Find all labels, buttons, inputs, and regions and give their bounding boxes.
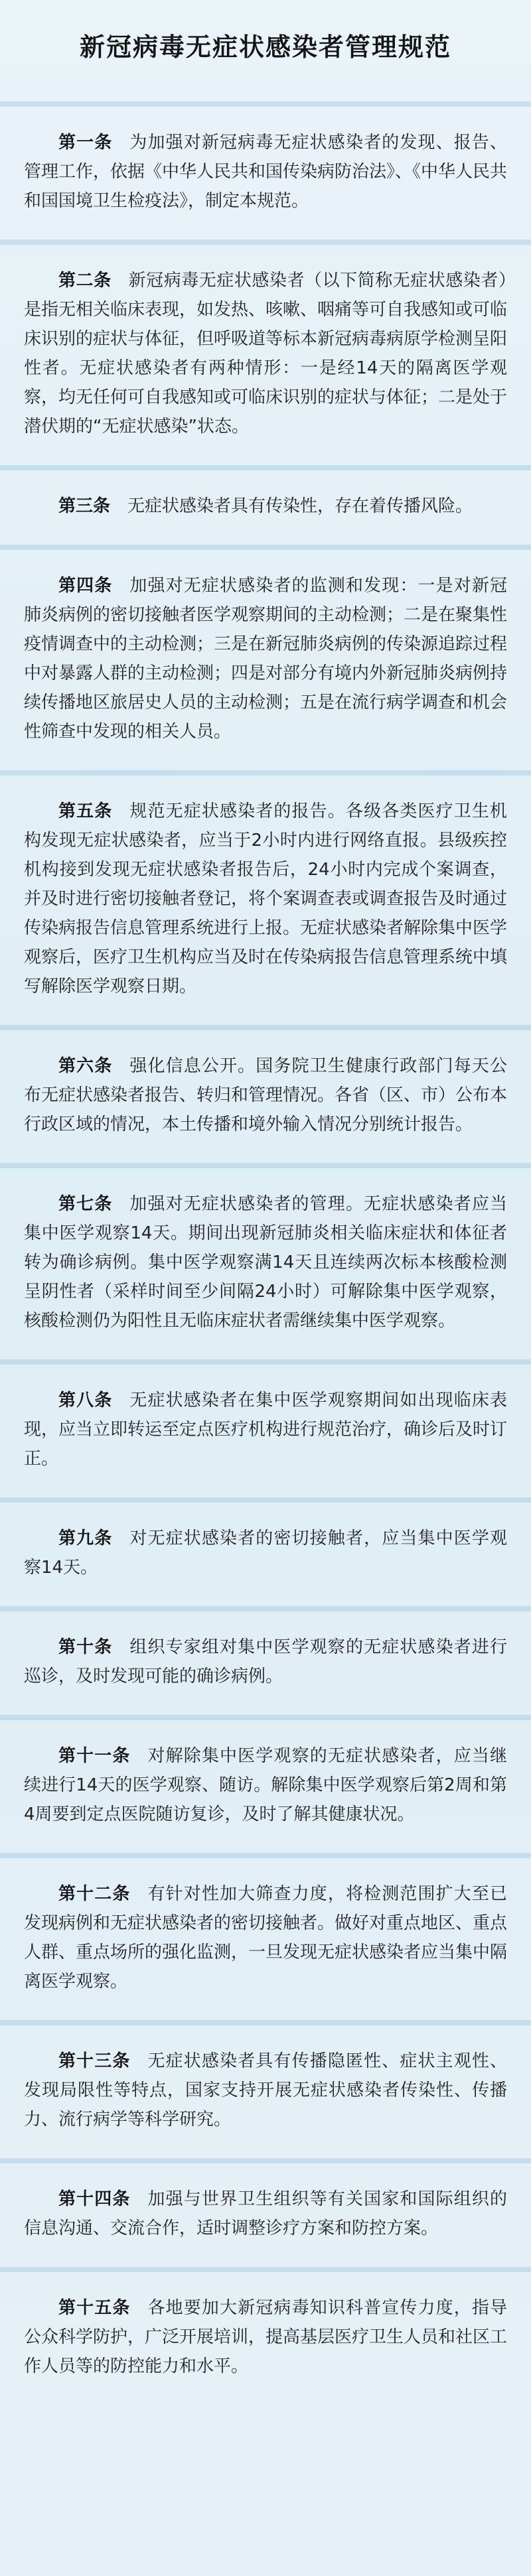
article-text: 加强与世界卫生组织等有关国家和国际组织的信息沟通、交流合作，适时调整诊疗方案和防控方案。 (24, 2189, 507, 2238)
article-number: 第十条 (58, 1637, 113, 1657)
articles-list (0, 102, 531, 2405)
section-divider (0, 239, 531, 245)
article-text: 对无症状感染者的密切接触者，应当集中医学观察14天。 (24, 1528, 507, 1578)
article-text: 新冠病毒无症状感染者（以下简称无症状感染者）是指无相关临床表现，如发热、咳嗽、咽痛等可自我感知或可临床识别的症状与体征，但呼吸道等标本新冠病毒病原学检测呈阳性者。无症状感染者有两种情形：一是经14天的隔离医学观察，均无任何可自我感知或可临床识别的症状与体征；二是处于潜伏期的“无症状感染”状态。 (24, 271, 508, 437)
section-divider (0, 1853, 531, 1858)
article-number: 第七条 (58, 1194, 113, 1214)
article-paragraph (0, 1720, 531, 1853)
section-divider (0, 465, 531, 470)
article-text: 对解除集中医学观察的无症状感染者，应当继续进行14天的医学观察、随访。解除集中医学观察后第2周和第4周要到定点医院随访复诊，及时了解其健康状况。 (24, 1746, 507, 1824)
article-paragraph (0, 245, 531, 465)
section-divider (0, 102, 531, 107)
section-divider (0, 1606, 531, 1611)
article-paragraph (0, 1858, 531, 2020)
article-paragraph (0, 1030, 531, 1163)
article-number: 第十四条 (58, 2189, 131, 2209)
section-divider (0, 2020, 531, 2025)
article-text: 加强对无症状感染者的管理。无症状感染者应当集中医学观察14天。期间出现新冠肺炎相关临床症状和体征者转为确诊病例。集中医学观察满14天且连续两次标本核酸检测呈阴性者（采样时间至少间隔24小时）可解除集中医学观察，核酸检测仍为阳性且无临床症状者需继续集中医学观察。 (24, 1194, 507, 1331)
article-number: 第六条 (58, 1056, 113, 1076)
article-paragraph (0, 2025, 531, 2158)
article-text: 规范无症状感染者的报告。各级各类医疗卫生机构发现无症状感染者，应当于2小时内进行网络直报。县级疾控机构接到发现无症状感染者报告后，24小时内完成个案调查，并及时进行密切接触者登记，将个案调查表或调查报告及时通过传染病报告信息管理系统进行上报。无症状感染者解除集中医学观察后，医疗卫生机构应当及时在传染病报告信息管理系统中填写解除医学观察日期。 (24, 801, 508, 996)
article-paragraph (0, 776, 531, 1025)
section-divider (0, 1359, 531, 1365)
article-paragraph (0, 1365, 531, 1497)
article-paragraph (0, 1503, 531, 1606)
article-number: 第一条 (58, 133, 113, 153)
article-text: 有针对性加大筛查力度，将检测范围扩大至已发现病例和无症状感染者的密切接触者。做好对重点地区、重点人群、重点场所的强化监测，一旦发现无症状感染者应当集中隔离医学观察。 (24, 1884, 508, 1992)
article-paragraph (0, 470, 531, 545)
article-text: 无症状感染者具有传染性，存在着传播风险。 (127, 496, 473, 516)
section-divider (0, 2158, 531, 2163)
article-number: 第二条 (58, 271, 112, 291)
section-divider (0, 1025, 531, 1030)
section-divider (0, 1163, 531, 1168)
section-divider (0, 1497, 531, 1503)
article-paragraph (0, 1611, 531, 1715)
article-paragraph (0, 2272, 531, 2405)
article-number: 第八条 (58, 1390, 113, 1410)
article-paragraph (0, 550, 531, 770)
article-paragraph (0, 1168, 531, 1359)
article-text: 无症状感染者具有传播隐匿性、症状主观性、发现局限性等特点，国家支持开展无症状感染者传染性、传播力、流行病学等科学研究。 (24, 2051, 507, 2130)
article-number: 第十五条 (58, 2298, 131, 2318)
article-text: 为加强对新冠病毒无症状感染者的发现、报告、管理工作，依据《中华人民共和国传染病防治法》、《中华人民共和国国境卫生检疫法》，制定本规范。 (24, 133, 508, 211)
article-number: 第九条 (58, 1528, 113, 1548)
article-paragraph (0, 107, 531, 239)
article-text: 各地要加大新冠病毒知识科普宣传力度，指导公众科学防护，广泛开展培训，提高基层医疗卫生人员和社区工作人员等的防控能力和水平。 (24, 2298, 508, 2376)
article-text: 强化信息公开。国务院卫生健康行政部门每天公布无症状感染者报告、转归和管理情况。各省（区、市）公布本行政区域的情况，本土传播和境外输入情况分别统计报告。 (24, 1056, 508, 1134)
article-number: 第十二条 (58, 1884, 131, 1904)
page-title: 新冠病毒无症状感染者管理规范 (79, 33, 451, 62)
article-number: 第五条 (58, 801, 113, 821)
article-number: 第十一条 (58, 1746, 131, 1766)
section-divider (0, 770, 531, 776)
article-text: 组织专家组对集中医学观察的无症状感染者进行巡诊，及时发现可能的确诊病例。 (24, 1637, 507, 1686)
article-text: 无症状感染者在集中医学观察期间如出现临床表现，应当立即转运至定点医疗机构进行规范治疗，确诊后及时订正。 (24, 1390, 508, 1469)
article-number: 第四条 (58, 576, 113, 596)
section-divider (0, 2267, 531, 2272)
article-number: 第三条 (58, 496, 111, 516)
section-divider (0, 1715, 531, 1720)
article-text: 加强对无症状感染者的监测和发现：一是对新冠肺炎病例的密切接触者医学观察期间的主动检测；二是在聚集性疫情调查中的主动检测；三是在新冠肺炎病例的传染源追踪过程中对暴露人群的主动检测；四是对部分有境内外新冠肺炎病例持续传播地区旅居史人员的主动检测；五是在流行病学调查和机会性筛查中发现的相关人员。 (24, 576, 508, 742)
article-paragraph (0, 2163, 531, 2267)
section-divider (0, 545, 531, 550)
article-number: 第十三条 (58, 2051, 131, 2071)
